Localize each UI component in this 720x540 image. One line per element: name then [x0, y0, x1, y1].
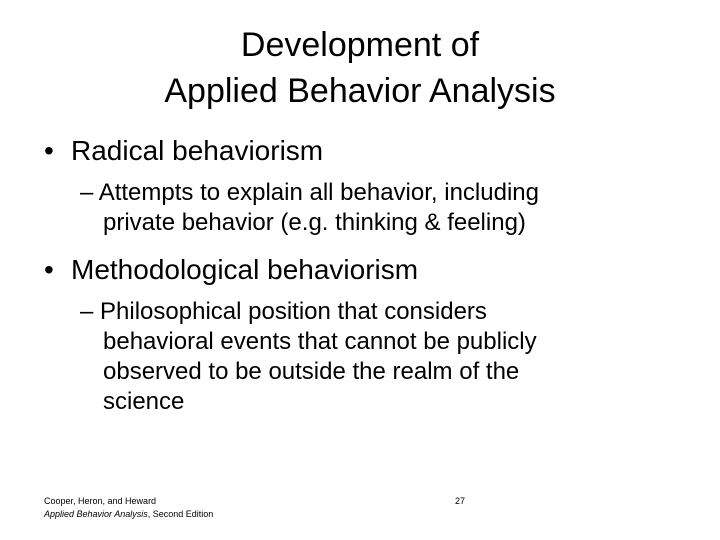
- sub-bullet-line: [80, 297, 537, 327]
- sub-bullet-line: private behavior (e.g. thinking & feeling): [103, 209, 526, 236]
- bullet-label: Methodological behaviorism: [71, 254, 419, 285]
- title-line-2: Applied Behavior Analysis: [164, 72, 556, 110]
- title-line-1: Development of: [240, 26, 480, 64]
- bullet-methodological-behaviorism: [44, 253, 418, 287]
- sub-bullet-methodological-behaviorism: [80, 297, 537, 417]
- footer-credit: [44, 495, 213, 521]
- bullet-label: Radical behaviorism: [71, 135, 324, 166]
- sub-bullet-marker: –: [80, 298, 94, 325]
- sub-bullet-line: [80, 178, 539, 208]
- bullet-marker: •: [44, 254, 54, 285]
- bullet-marker: •: [44, 135, 54, 166]
- slide-title: [0, 22, 720, 114]
- footer-book-line: [44, 508, 213, 521]
- sub-bullet-line: science: [103, 388, 185, 415]
- sub-bullet-marker: –: [80, 179, 94, 206]
- footer-edition: , Second Edition: [147, 509, 214, 519]
- sub-bullet-text: Attempts to explain all behavior, including: [98, 179, 539, 206]
- footer-book-title: Applied Behavior Analysis: [44, 509, 148, 519]
- sub-bullet-text: Philosophical position that considers: [100, 298, 487, 325]
- sub-bullet-line: observed to be outside the realm of the: [103, 358, 520, 385]
- page-number: 27: [455, 496, 466, 506]
- footer-authors: Cooper, Heron, and Heward: [44, 496, 157, 506]
- bullet-radical-behaviorism: [44, 134, 323, 168]
- sub-bullet-radical-behaviorism: [80, 178, 539, 238]
- sub-bullet-line: behavioral events that cannot be publicly: [103, 328, 537, 355]
